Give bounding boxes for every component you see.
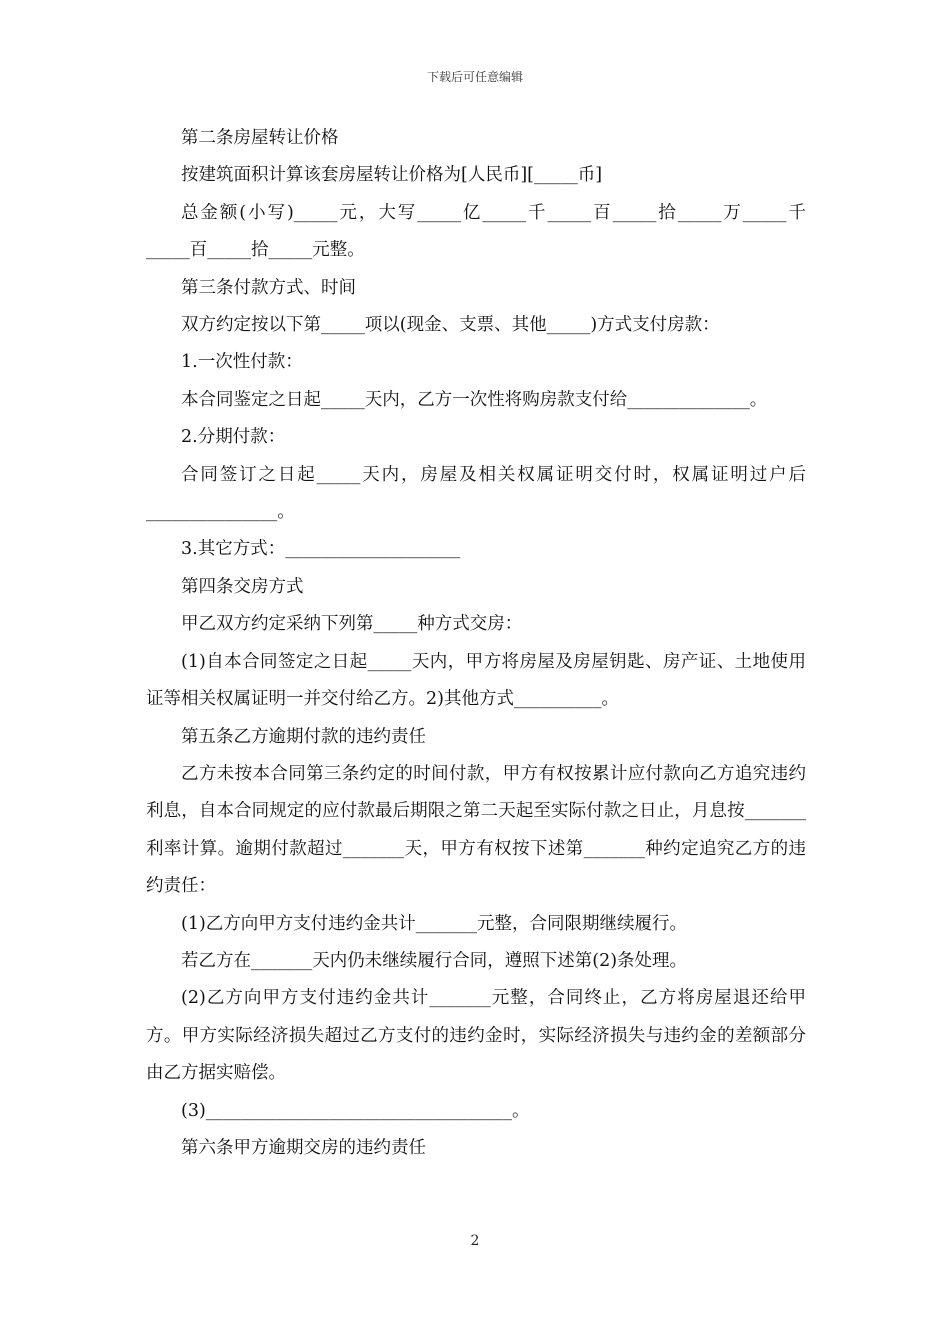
paragraph: 若乙方在_______天内仍未继续履行合同，遵照下述第(2)条处理。	[181, 950, 688, 971]
list-item: 2.分期付款：	[181, 427, 286, 448]
list-item: 1.一次性付款：	[181, 352, 303, 373]
paragraph: 双方约定按以下第_____项以(现金、支票、其他_____)方式支付房款：	[181, 315, 720, 336]
section-title: 第六条甲方逾期交房的违约责任	[181, 1137, 426, 1158]
paragraph: (1)自本合同签定之日起_____天内，甲方将房屋及房屋钥匙、房产证、土地使用证等相关权属证明一并交付给乙方。2)其他方式__________。	[146, 651, 806, 710]
paragraph: (3)___________________________________。	[181, 1100, 530, 1121]
paragraph: 乙方未按本合同第三条约定的时间付款，甲方有权按累计应付款向乙方追究违约利息，自本合同规定的应付款最后期限之第二天起至实际付款之日止，月息按_______利率计算。逾期付款超过_______天，甲方有权按下述第_______种约定追究乙方的违约责任：	[146, 763, 806, 897]
paragraph: 合同签订之日起_____天内，房屋及相关权属证明交付时，权属证明过户后_______________。	[146, 464, 806, 523]
document-body	[146, 120, 806, 1167]
section-title: 第五条乙方逾期付款的违约责任	[181, 726, 426, 747]
paragraph: 按建筑面积计算该套房屋转让价格为[人民币][_____币]	[181, 165, 603, 186]
paragraph: 本合同鉴定之日起_____天内，乙方一次性将购房款支付给______________。	[181, 389, 768, 410]
paragraph: 总金额(小写)_____元，大写_____亿_____千_____百_____拾_____万_____千_____百_____拾_____元整。	[146, 202, 806, 261]
section-title: 第三条付款方式、时间	[181, 277, 356, 298]
page-number: 2	[470, 1233, 480, 1249]
section-title: 第二条房屋转让价格	[181, 128, 339, 148]
section-title: 第四条交房方式	[181, 576, 304, 597]
list-item: 3.其它方式：____________________	[181, 539, 461, 560]
paragraph: 甲乙双方约定采纳下列第_____种方式交房：	[181, 614, 523, 635]
paragraph: (1)乙方向甲方支付违约金共计_______元整，合同限期继续履行。	[181, 913, 688, 934]
page-header: 下载后可任意编辑	[426, 70, 523, 84]
paragraph: (2)乙方向甲方支付违约金共计_______元整，合同终止，乙方将房屋退还给甲方。甲方实际经济损失超过乙方支付的违约金时，实际经济损失与违约金的差额部分由乙方据实赔偿。	[146, 988, 806, 1084]
